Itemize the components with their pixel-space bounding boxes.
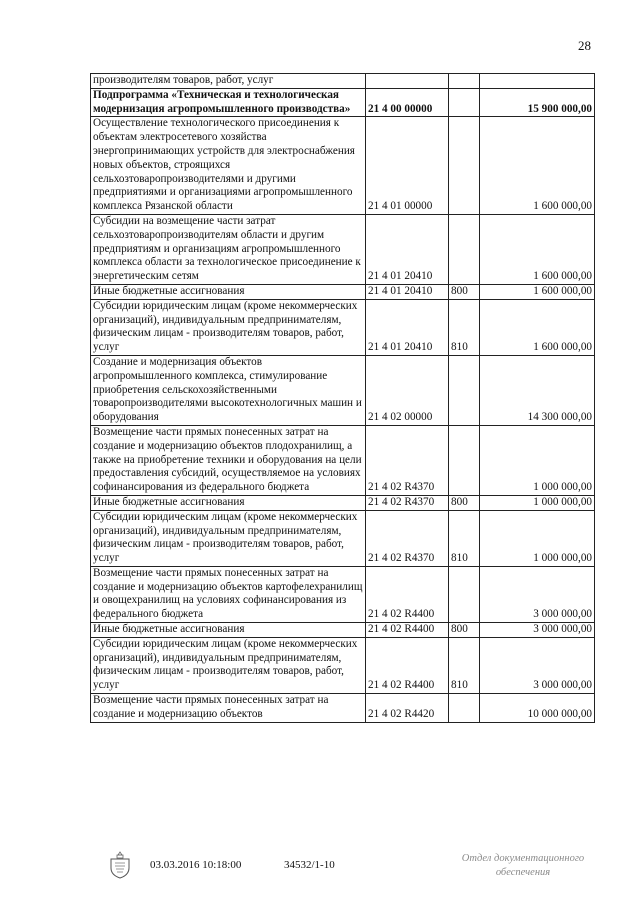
row-sum-cell: 15 900 000,00 (480, 88, 595, 117)
table-row (91, 694, 595, 723)
row-code-cell: 21 4 01 20410 (366, 214, 449, 284)
row-code-cell: 21 4 01 00000 (366, 117, 449, 215)
row-sum-cell: 14 300 000,00 (480, 355, 595, 425)
footer-document-code: 34532/1-10 (284, 859, 335, 871)
row-code-cell: 21 4 02 R4370 (366, 510, 449, 566)
row-type-cell: 810 (449, 299, 480, 355)
table-row (91, 299, 595, 355)
row-type-cell (449, 694, 480, 723)
row-code-cell (366, 74, 449, 89)
row-sum-cell (480, 74, 595, 89)
row-name-cell: Возмещение части прямых понесенных затрат на создание и модернизацию объектов (91, 694, 366, 723)
footer-stamp-line2: обеспечения (495, 867, 551, 878)
row-name-cell: Иные бюджетные ассигнования (91, 623, 366, 638)
row-type-cell (449, 355, 480, 425)
budget-table-body (91, 74, 595, 723)
row-code-cell: 21 4 02 R4370 (366, 495, 449, 510)
row-type-cell (449, 88, 480, 117)
footer-stamp-line1: Отдел документационного (461, 853, 585, 864)
row-sum-cell: 10 000 000,00 (480, 694, 595, 723)
table-row (91, 566, 595, 622)
table-row (91, 355, 595, 425)
row-sum-cell: 3 000 000,00 (480, 623, 595, 638)
row-code-cell: 21 4 00 00000 (366, 88, 449, 117)
row-sum-cell: 1 000 000,00 (480, 510, 595, 566)
row-code-cell: 21 4 01 20410 (366, 284, 449, 299)
row-type-cell (449, 566, 480, 622)
table-row (91, 74, 595, 89)
table-row (91, 495, 595, 510)
row-type-cell: 800 (449, 284, 480, 299)
row-sum-cell: 3 000 000,00 (480, 566, 595, 622)
row-code-cell: 21 4 02 00000 (366, 355, 449, 425)
row-sum-cell: 1 600 000,00 (480, 299, 595, 355)
row-code-cell: 21 4 02 R4400 (366, 637, 449, 693)
row-name-cell: Иные бюджетные ассигнования (91, 495, 366, 510)
row-name-cell: Осуществление технологического присоединения к объектам электросетевого хозяйства энергопринимающих устройств для электроснабжения новых объектов, строящихся сельхозтоваропроизводителями и другими предприятиями и организациями агропромышленного комплекса Рязанской области (91, 117, 366, 215)
row-type-cell: 810 (449, 637, 480, 693)
row-sum-cell: 1 000 000,00 (480, 495, 595, 510)
budget-table (90, 73, 595, 723)
row-type-cell: 800 (449, 495, 480, 510)
row-code-cell: 21 4 01 20410 (366, 299, 449, 355)
table-row (91, 117, 595, 215)
row-name-cell: Возмещение части прямых понесенных затрат на создание и модернизацию объектов плодохранилищ, а также на приобретение техники и оборудования на цели предоставления субсидий, осуществляемое на условиях софинансирования из федерального бюджета (91, 425, 366, 495)
row-type-cell: 810 (449, 510, 480, 566)
row-type-cell (449, 117, 480, 215)
row-name-cell: Создание и модернизация объектов агропромышленного комплекса, стимулирование приобретения сельскохозяйственными товаропроизводителями высокотехнологичных машин и оборудования (91, 355, 366, 425)
row-name-cell: Иные бюджетные ассигнования (91, 284, 366, 299)
row-code-cell: 21 4 02 R4420 (366, 694, 449, 723)
row-type-cell (449, 214, 480, 284)
row-name-cell: производителям товаров, работ, услуг (91, 74, 366, 89)
row-type-cell: 800 (449, 623, 480, 638)
row-sum-cell: 1 000 000,00 (480, 425, 595, 495)
row-code-cell: 21 4 02 R4400 (366, 566, 449, 622)
footer-stamp (448, 852, 598, 880)
footer-date: 03.03.2016 10:18:00 (150, 859, 242, 871)
row-sum-cell: 1 600 000,00 (480, 284, 595, 299)
row-sum-cell: 3 000 000,00 (480, 637, 595, 693)
row-code-cell: 21 4 02 R4370 (366, 425, 449, 495)
row-type-cell (449, 425, 480, 495)
table-row (91, 623, 595, 638)
row-name-cell: Субсидии юридическим лицам (кроме некоммерческих организаций), индивидуальным предпринимателям, физическим лицам - производителям товаров, работ, услуг (91, 299, 366, 355)
row-code-cell: 21 4 02 R4400 (366, 623, 449, 638)
row-name-cell: Субсидии юридическим лицам (кроме некоммерческих организаций), индивидуальным предпринимателям, физическим лицам - производителям товаров, работ, услуг (91, 510, 366, 566)
table-row (91, 284, 595, 299)
coat-of-arms-icon (108, 851, 132, 879)
row-name-cell: Субсидии на возмещение части затрат сельхозтоваропроизводителям области и другим предприятиям и организациям агропромышленного комплекса области за технологическое присоединение к энергетическим сетям (91, 214, 366, 284)
row-name-cell: Субсидии юридическим лицам (кроме некоммерческих организаций), индивидуальным предпринимателям, физическим лицам - производителям товаров, работ, услуг (91, 637, 366, 693)
page-number: 28 (578, 38, 591, 53)
row-sum-cell: 1 600 000,00 (480, 117, 595, 215)
row-type-cell (449, 74, 480, 89)
row-sum-cell: 1 600 000,00 (480, 214, 595, 284)
table-row (91, 88, 595, 117)
row-name-cell: Возмещение части прямых понесенных затрат на создание и модернизацию объектов картофелехранилищ и овощехранилищ на условиях софинансирования из федерального бюджета (91, 566, 366, 622)
table-row (91, 637, 595, 693)
table-row (91, 214, 595, 284)
table-row (91, 425, 595, 495)
table-row (91, 510, 595, 566)
row-name-cell: Подпрограмма «Техническая и технологическая модернизация агропромышленного производства» (91, 88, 366, 117)
